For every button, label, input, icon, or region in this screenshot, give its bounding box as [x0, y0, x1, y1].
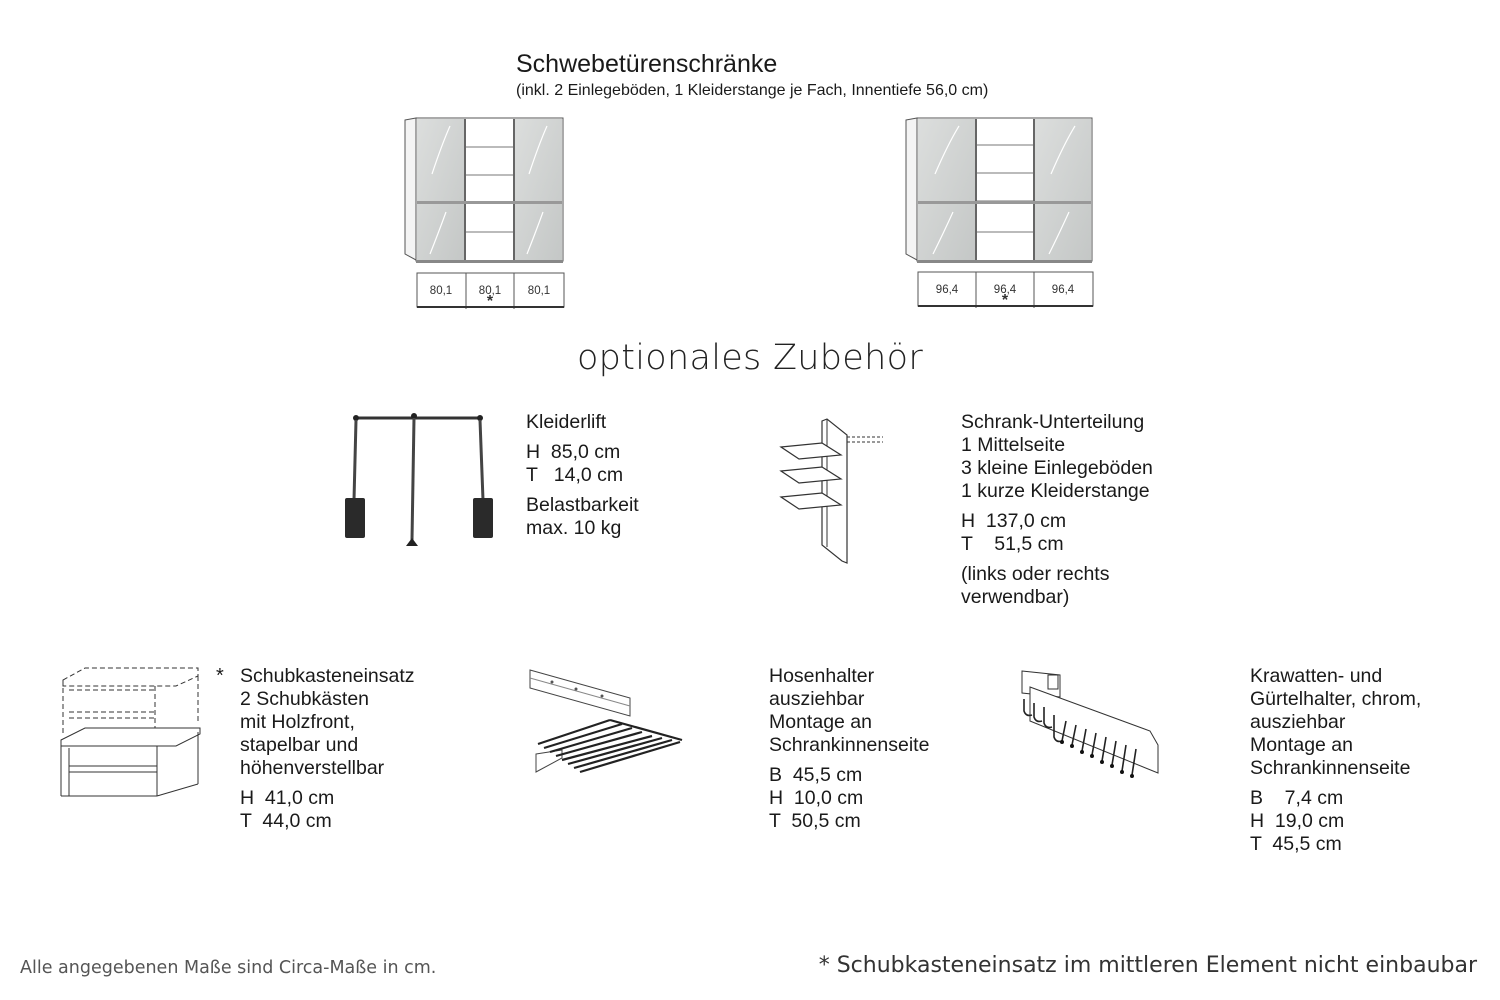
unterteilung-depth: T 51,5 cm — [961, 533, 1064, 555]
kleiderlift-load-label: Belastbarkeit — [526, 494, 639, 516]
wardrobe-2-asterisk: * — [1001, 292, 1009, 309]
unterteilung-height: H 137,0 cm — [961, 510, 1067, 532]
krawattenhalter-illustration — [1010, 665, 1170, 800]
hosenhalter-height: H 10,0 cm — [769, 787, 864, 809]
krawattenhalter-line2: ausziehbar — [1250, 711, 1346, 733]
wardrobe-1-width-left: 80,1 — [429, 285, 453, 297]
wardrobe-2-width-right: 96,4 — [1051, 284, 1075, 296]
schubkasten-text — [240, 665, 415, 833]
kleiderlift-depth: T 14,0 cm — [526, 464, 624, 486]
kleiderlift-name: Kleiderlift — [526, 411, 607, 433]
wardrobe-2-width-middle: 96,4 — [993, 284, 1017, 296]
kleiderlift-height: H 85,0 cm — [526, 441, 621, 463]
hosenhalter-width: B 45,5 cm — [769, 764, 863, 786]
unterteilung-line2: 3 kleine Einlegeböden — [961, 457, 1153, 479]
kleiderlift-load-value: max. 10 kg — [526, 517, 622, 539]
wardrobe-1-width-middle: 80,1 — [478, 285, 502, 297]
wardrobe-1-width-right: 80,1 — [527, 285, 551, 297]
krawattenhalter-line3: Montage an — [1250, 734, 1353, 756]
schubkasten-line1: 2 Schubkästen — [240, 688, 370, 710]
section-title: optionales Zubehör — [576, 338, 924, 378]
krawattenhalter-width: B 7,4 cm — [1250, 787, 1344, 809]
schubkasten-line2: mit Holzfront, — [240, 711, 355, 733]
schubkasten-height: H 41,0 cm — [240, 787, 335, 809]
schubkasten-line3: stapelbar und — [240, 734, 359, 756]
schubkasten-depth: T 44,0 cm — [240, 810, 332, 832]
krawattenhalter-height: H 19,0 cm — [1250, 810, 1345, 832]
schubkasten-line4: höhenverstellbar — [240, 757, 385, 779]
hosenhalter-depth: T 50,5 cm — [769, 810, 861, 832]
unterteilung-note1: (links oder rechts — [961, 563, 1110, 585]
page-title: Schwebetürenschränke — [516, 50, 778, 78]
krawattenhalter-depth: T 45,5 cm — [1250, 833, 1342, 855]
hosenhalter-text — [769, 665, 929, 833]
wardrobe-1-dimensions — [416, 272, 566, 312]
unterteilung-note2: verwendbar) — [961, 586, 1070, 608]
unterteilung-line3: 1 kurze Kleiderstange — [961, 480, 1150, 502]
unterteilung-line1: 1 Mittelseite — [961, 434, 1066, 456]
hosenhalter-line1: ausziehbar — [769, 688, 865, 710]
krawattenhalter-line1: Gürtelhalter, chrom, — [1250, 688, 1422, 710]
kleiderlift-illustration — [340, 410, 500, 550]
wardrobe-2-width-left: 96,4 — [935, 284, 959, 296]
hosenhalter-line2: Montage an — [769, 711, 872, 733]
hosenhalter-illustration — [522, 666, 692, 786]
footer-dimension-note: Alle angegebenen Maße sind Circa-Maße in cm. — [20, 958, 437, 978]
krawattenhalter-line4: Schrankinnenseite — [1250, 757, 1411, 779]
schubkasten-name: Schubkasteneinsatz — [240, 665, 415, 687]
schubkasten-illustration — [55, 662, 205, 802]
footer-drawer-note: * Schubkasteneinsatz im mittleren Element nicht einbaubar — [818, 953, 1477, 978]
schubkasten-asterisk: * — [216, 665, 224, 687]
unterteilung-text — [961, 411, 1153, 609]
unterteilung-illustration — [775, 415, 895, 570]
wardrobe-2-dimensions — [917, 271, 1097, 311]
hosenhalter-name: Hosenhalter — [769, 665, 875, 687]
krawattenhalter-text — [1250, 665, 1421, 856]
krawattenhalter-name: Krawatten- und — [1250, 665, 1383, 687]
kleiderlift-text — [526, 411, 639, 540]
wardrobe-1-asterisk: * — [486, 293, 494, 310]
hosenhalter-line3: Schrankinnenseite — [769, 734, 930, 756]
unterteilung-name: Schrank-Unterteilung — [961, 411, 1145, 433]
page-subtitle: (inkl. 2 Einlegeböden, 1 Kleiderstange je Fach, Innentiefe 56,0 cm) — [516, 82, 989, 99]
